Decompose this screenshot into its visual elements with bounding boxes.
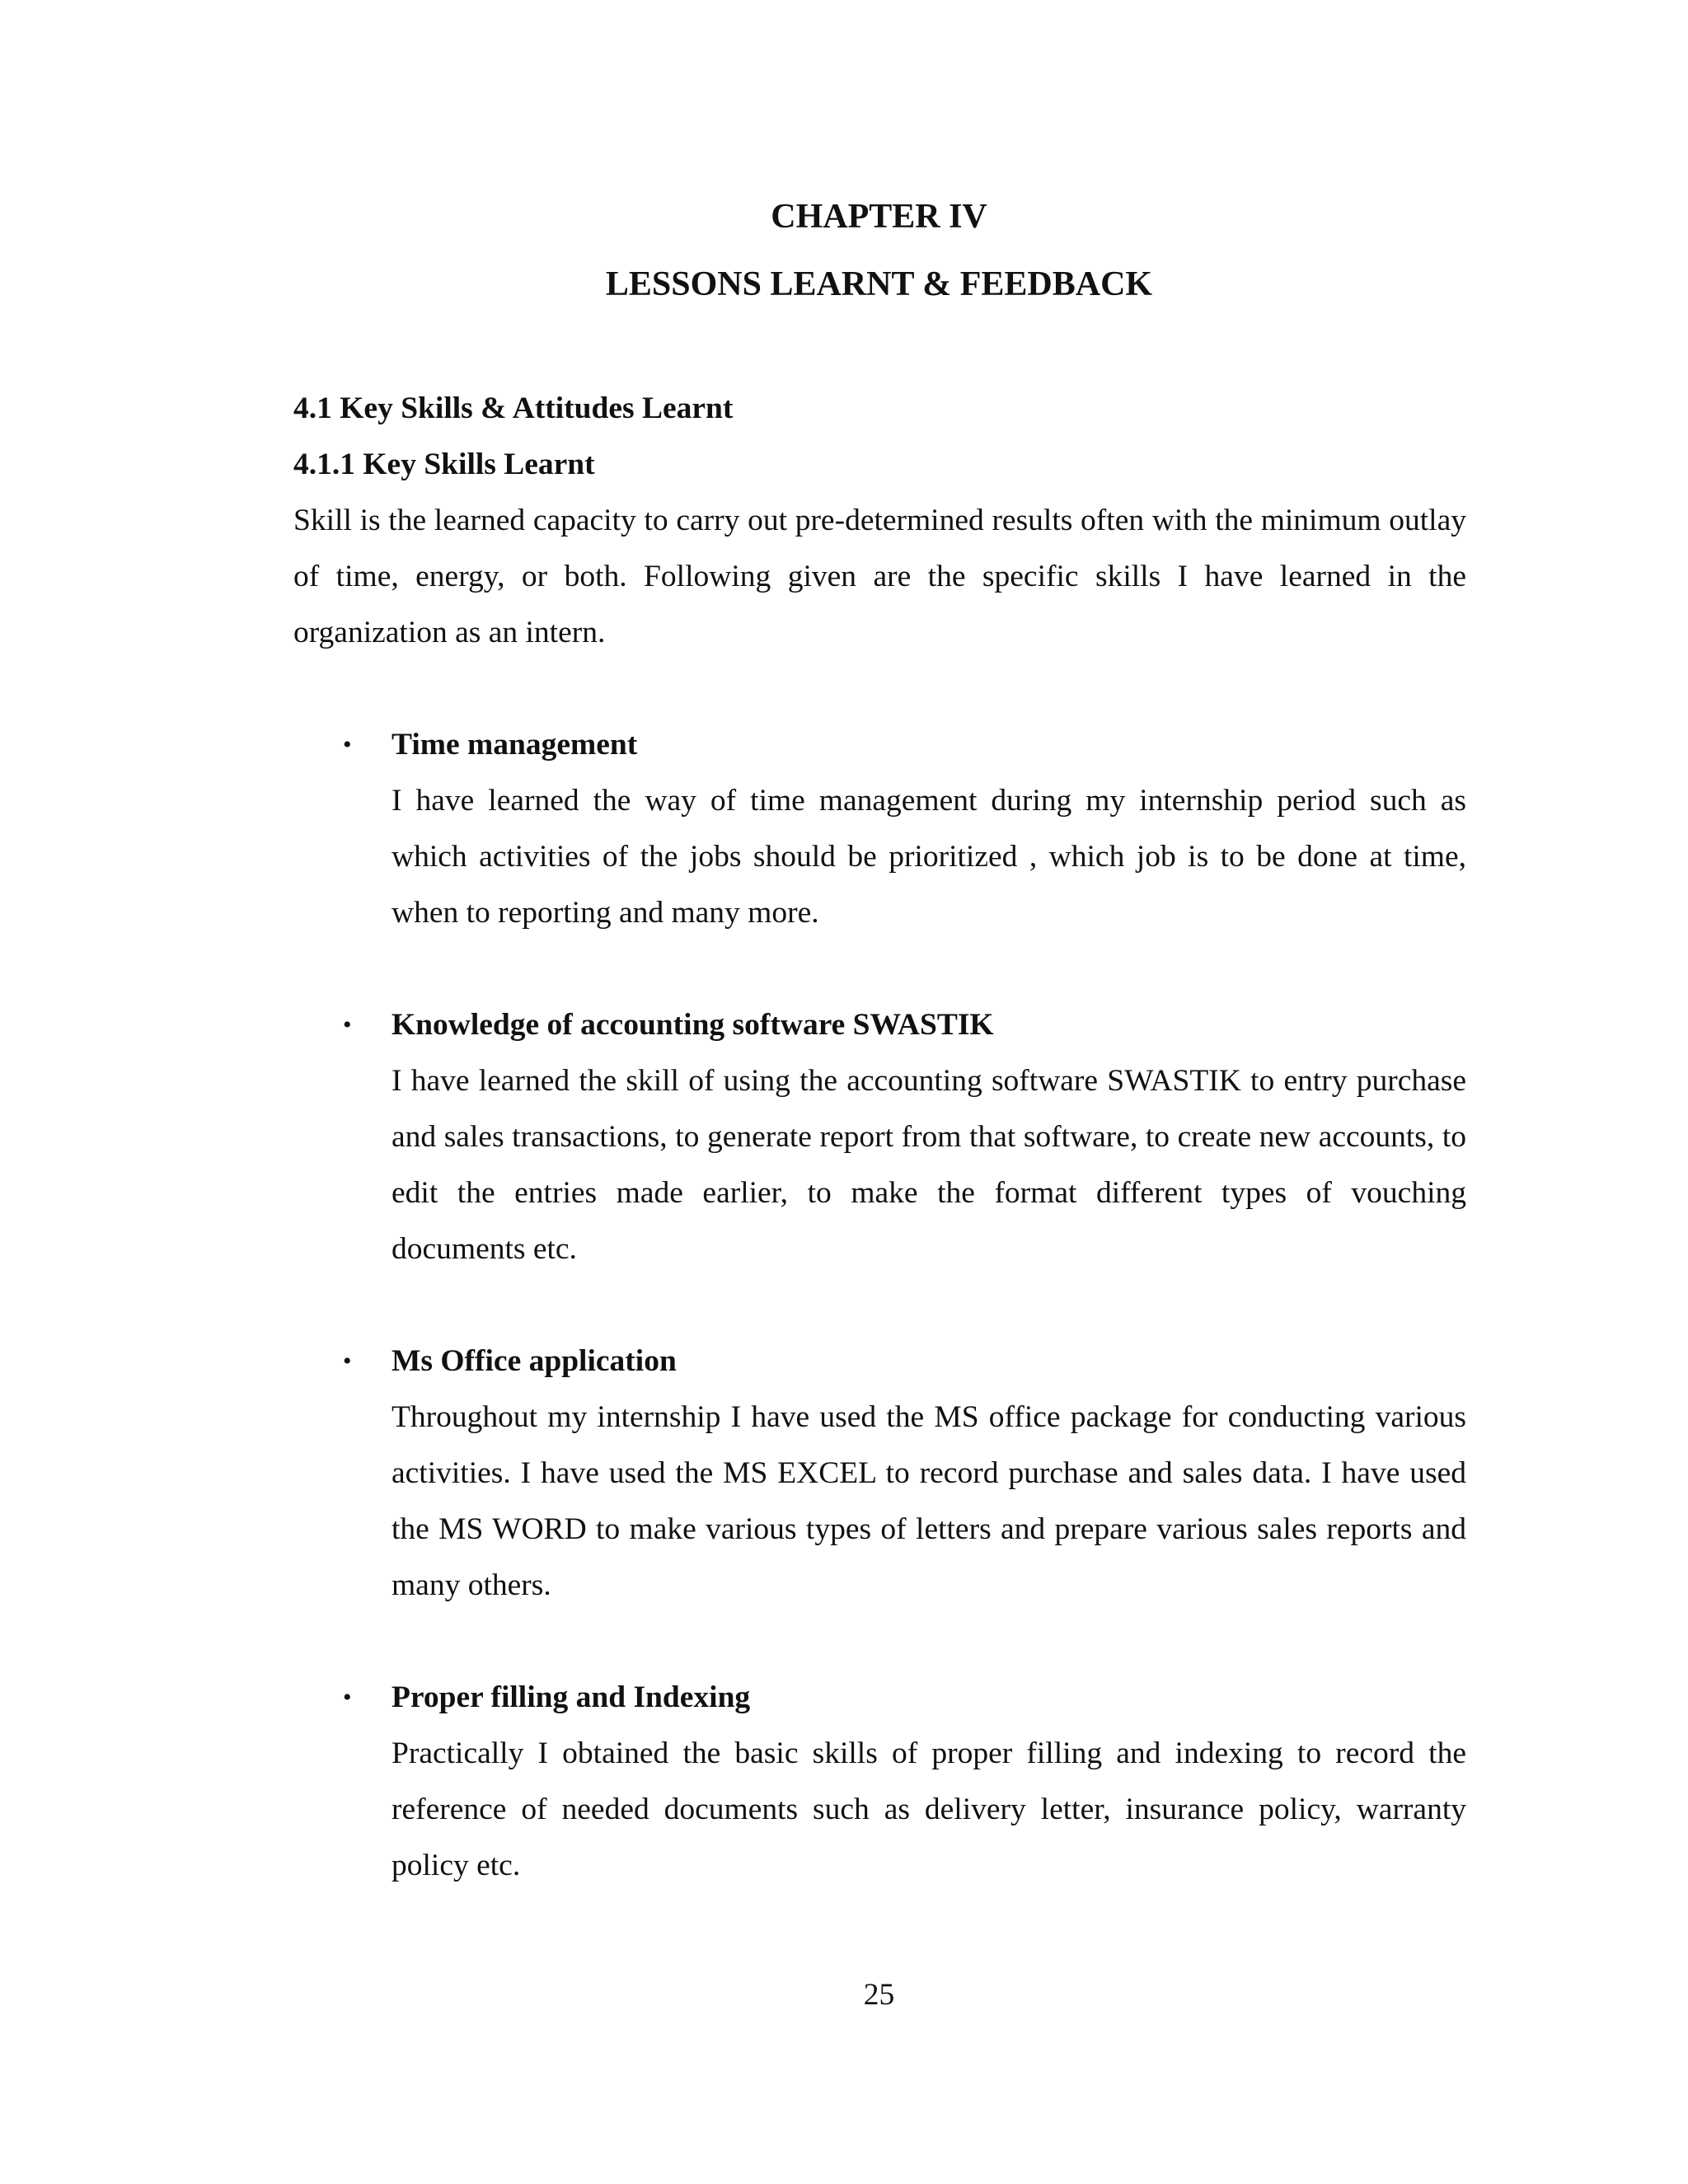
skill-title: Ms Office application — [392, 1344, 677, 1378]
intro-paragraph: Skill is the learned capacity to carry out pre-determined results often with the minimum outlay of time, energy, or both. Following given are the specific skills I have learned in the organization as an intern. — [293, 504, 1466, 649]
skill-title: Knowledge of accounting software SWASTIK — [392, 1008, 994, 1042]
bullet-icon: • — [343, 1684, 352, 1711]
skill-title: Proper filling and Indexing — [392, 1680, 751, 1714]
list-item — [293, 1333, 1466, 1614]
bullet-icon: • — [343, 731, 352, 758]
chapter-number: CHAPTER IV — [771, 198, 987, 236]
skills-list — [293, 717, 1466, 1894]
page-number: 25 — [863, 1978, 895, 2012]
section-heading: 4.1 Key Skills & Attitudes Learnt — [293, 391, 734, 425]
skill-description: Throughout my internship I have used the MS office package for conducting various activities. I have used the MS EXCEL to record purchase and sales data. I have used the MS WORD to make various types of letters and prepare various sales reports and many others. — [392, 1400, 1466, 1602]
bullet-icon: • — [343, 1347, 352, 1375]
list-item — [293, 1670, 1466, 1894]
chapter-content — [293, 381, 1466, 1950]
chapter-title: LESSONS LEARNT & FEEDBACK — [605, 265, 1153, 303]
subsection-heading: 4.1.1 Key Skills Learnt — [293, 448, 595, 481]
list-item — [293, 997, 1466, 1277]
list-item — [293, 717, 1466, 941]
bullet-icon: • — [343, 1011, 352, 1038]
skill-description: I have learned the skill of using the accounting software SWASTIK to entry purchase and sales transactions, to generate report from that software, to create new accounts, to edit the entries made earlier, to make the format different types of vouching documents etc. — [392, 1064, 1466, 1266]
skill-title: Time management — [392, 728, 638, 762]
skill-description: Practically I obtained the basic skills of proper filling and indexing to record the reference of needed documents such as delivery letter, insurance policy, warranty policy etc. — [392, 1736, 1466, 1882]
skill-description: I have learned the way of time management during my internship period such as which activities of the jobs should be prioritized , which job is to be done at time, when to reporting and many more. — [392, 784, 1466, 930]
